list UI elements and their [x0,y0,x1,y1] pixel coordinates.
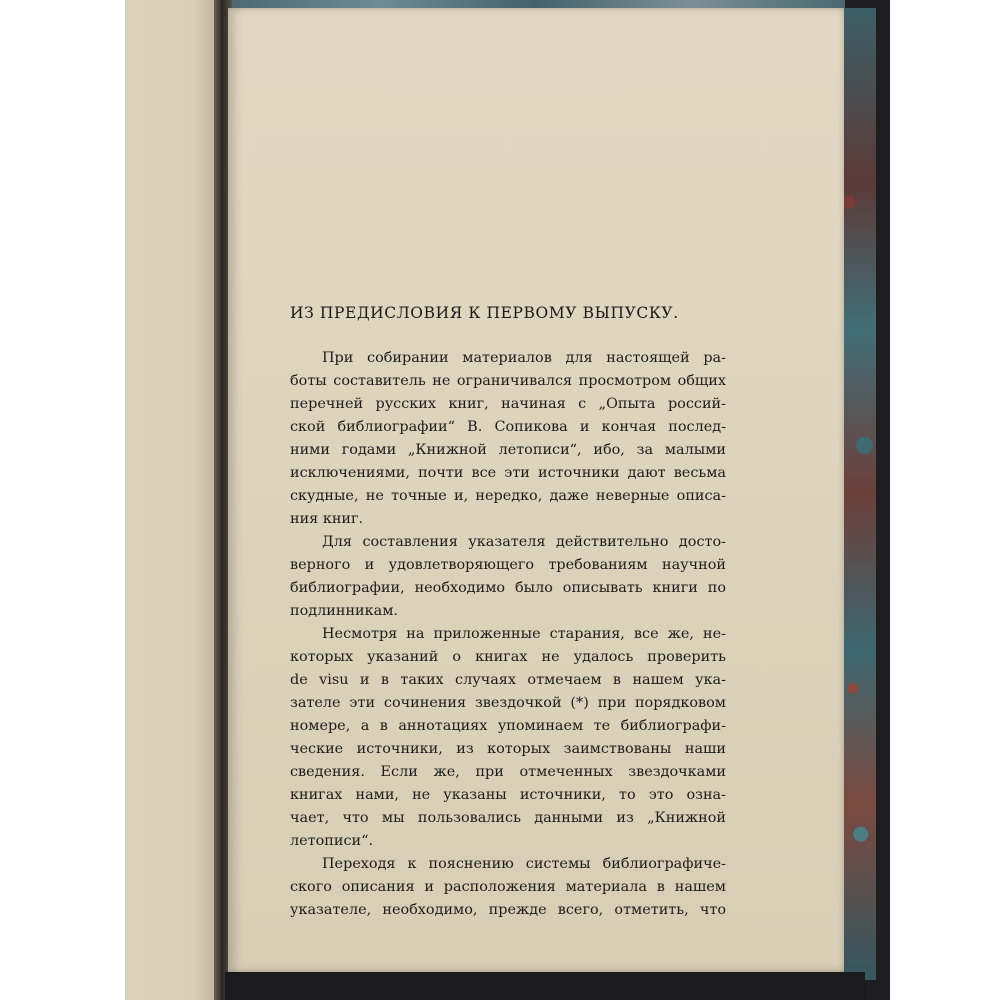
text-line: ского описания и расположения материала в нашем [290,879,726,895]
text-line: перечней русских книг, начиная с „Опыта россий- [290,396,726,412]
page-heading: ИЗ ПРЕДИСЛОВИЯ К ПЕРВОМУ ВЫПУСКУ. [290,304,679,322]
text-line: de visu и в таких случаях отмечаем в нашем ука- [290,672,726,688]
text-line: ния книг. [290,511,364,527]
text-line: указателе, необходимо, прежде всего, отметить, что [290,902,726,918]
text-line: библиографии, необходимо было описывать книги по [290,580,726,596]
text-line: ческие источники, из которых заимствованы наши [290,741,726,757]
text-line: скудные, не точные и, нередко, даже неверные описа- [290,488,726,504]
text-line: При собирании материалов для настоящей ра- [322,350,726,366]
text-line: подлинникам. [290,603,398,619]
text-line: зателе эти сочинения звездочкой (*) при порядковом [290,695,726,711]
text-line: боты составитель не ограничивался просмотром общих [290,373,726,389]
left-page [125,0,225,1000]
text-line: книгах нами, не указаны источники, то это озна- [290,787,726,803]
text-line: ской библиографии“ В. Сопикова и кончая послед- [290,419,726,435]
text-line: верного и удовлетворяющего требованиям научной [290,557,726,573]
text-line: летописи“. [290,833,374,849]
text-line: чает, что мы пользовались данными из „Книжной [290,810,726,826]
text-line: ними годами „Книжной летописи“, ибо, за малыми [290,442,726,458]
bottom-shadow [225,972,865,1000]
text-line: номере, а в аннотациях упоминаем те библиографи- [290,718,726,734]
text-line: Переходя к пояснению системы библиографиче- [322,856,726,872]
text-line: Для составления указателя действительно досто- [322,534,726,550]
text-line: которых указаний о книгах не удалось проверить [290,649,726,665]
text-line: сведения. Если же, при отмеченных звездочками [290,764,726,780]
text-line: исключениями, почти все эти источники дают весьма [290,465,726,481]
text-line: Несмотря на приложенные старания, все же, не- [322,626,726,642]
